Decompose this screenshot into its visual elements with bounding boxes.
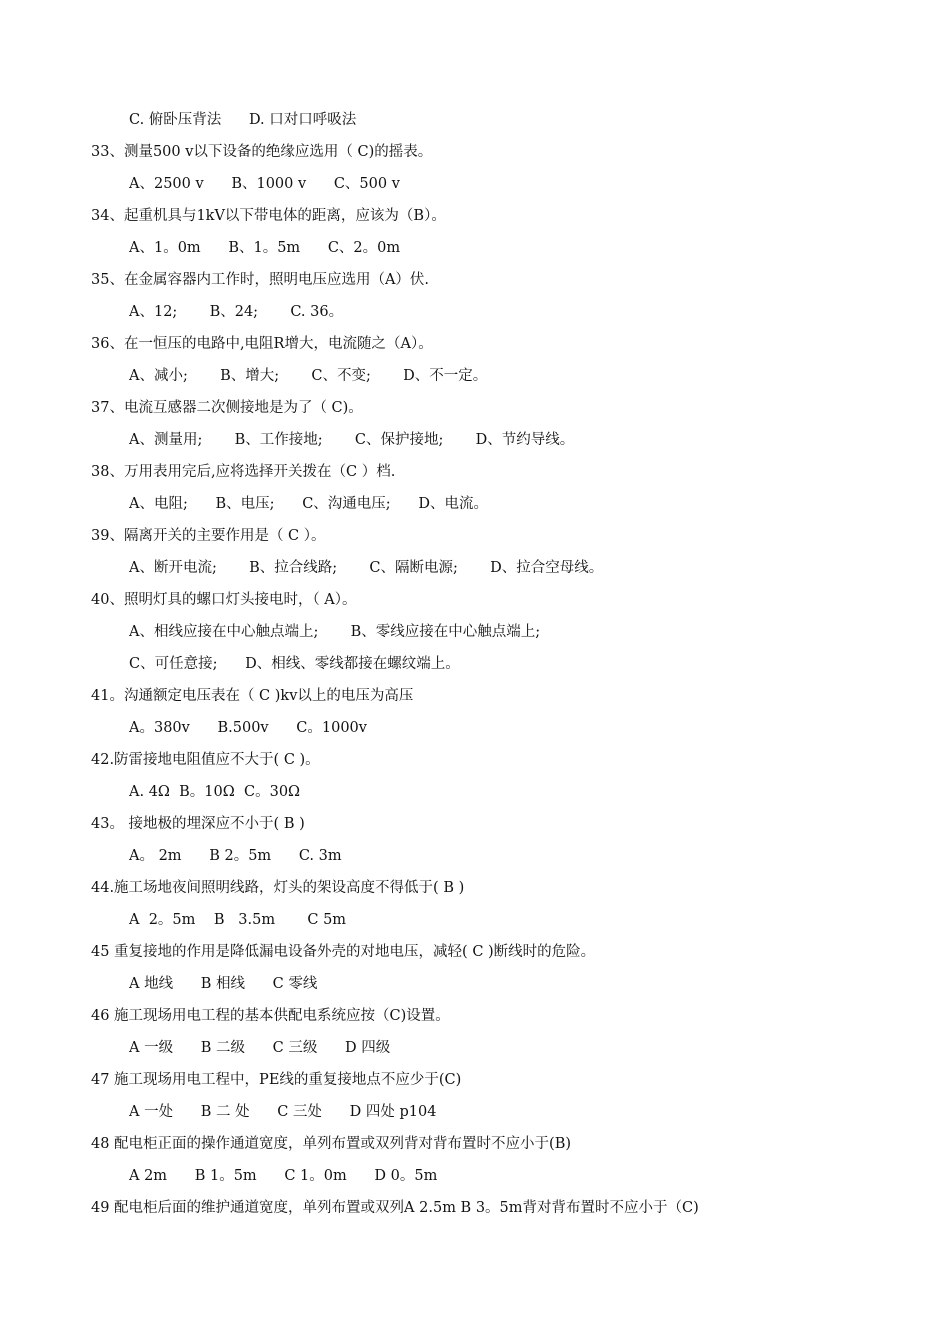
question-text: 45 重复接地的作用是降低漏电设备外壳的对地电压，减轻( C )断线时的危险。 [91, 944, 596, 960]
answer-options: A 2。5m B 3.5m C 5m [129, 912, 347, 928]
question-text: 40、照明灯具的螺口灯头接电时，（ A）。 [91, 592, 357, 608]
question-text: 34、起重机具与1kV以下带电体的距离，应该为（B）。 [91, 208, 446, 224]
question-text: 46 施工现场用电工程的基本供配电系统应按（C)设置。 [91, 1008, 450, 1024]
answer-options: A 一处 B 二 处 C 三处 D 四处 p104 [129, 1104, 437, 1120]
question-text: 35、在金属容器内工作时，照明电压应选用（A）伏. [91, 272, 430, 288]
answer-options: A. 4Ω B。10Ω C。30Ω [129, 784, 301, 800]
answer-options: A、减小; B、增大; C、不变; D、不一定。 [129, 368, 488, 384]
answer-options: A 一级 B 二级 C 三级 D 四级 [129, 1040, 391, 1056]
question-text: 33、测量500 v以下设备的绝缘应选用（ C)的摇表。 [91, 144, 433, 160]
answer-options: A、断开电流; B、拉合线路; C、隔断电源; D、拉合空母线。 [129, 560, 604, 576]
question-text: 38、万用表用完后,应将选择开关拨在（C ）档. [91, 464, 396, 480]
answer-options: A。380v B.500v C。1000v [129, 720, 367, 736]
answer-options: A、12; B、24; C. 36。 [129, 304, 344, 320]
question-text: 39、隔离开关的主要作用是（ C ）。 [91, 528, 326, 544]
answer-options: A、2500 v B、1000 v C、500 v [129, 176, 400, 192]
answer-options: A。 2m B 2。5m C. 3m [129, 848, 342, 864]
answer-options: A、1。0m B、1。5m C、2。0m [129, 240, 401, 256]
answer-options: C、可任意接; D、相线、零线都接在螺纹端上。 [129, 656, 460, 672]
question-text: 37、电流互感器二次侧接地是为了（ C)。 [91, 400, 363, 416]
question-text: 48 配电柜正面的操作通道宽度，单列布置或双列背对背布置时不应小于(B) [91, 1136, 572, 1152]
answer-options: A、测量用; B、工作接地; C、保护接地; D、节约导线。 [129, 432, 575, 448]
question-text: 41。沟通额定电压表在（ C )kv以上的电压为高压 [91, 688, 414, 704]
answer-options: A、电阻; B、电压; C、沟通电压; D、电流。 [129, 496, 488, 512]
question-text: 43。 接地极的埋深应不小于( B ) [91, 816, 305, 832]
question-text: 47 施工现场用电工程中，PE线的重复接地点不应少于(C) [91, 1072, 462, 1088]
question-text: 49 配电柜后面的维护通道宽度，单列布置或双列A 2.5m B 3。5m背对背布置时不应小于（C) [91, 1200, 699, 1216]
question-text: 36、在一恒压的电路中,电阻R增大，电流随之（A）。 [91, 336, 433, 352]
question-text: 42.防雷接地电阻值应不大于( C )。 [91, 752, 320, 768]
answer-options: A 地线 B 相线 C 零线 [129, 976, 318, 992]
answer-options: C. 俯卧压背法 D. 口对口呼吸法 [129, 112, 357, 128]
answer-options: A、相线应接在中心触点端上; B、零线应接在中心触点端上; [129, 624, 541, 640]
question-text: 44.施工场地夜间照明线路，灯头的架设高度不得低于( B ) [91, 880, 465, 896]
question-list [91, 104, 891, 1224]
answer-options: A 2m B 1。5m C 1。0m D 0。5m [129, 1168, 438, 1184]
